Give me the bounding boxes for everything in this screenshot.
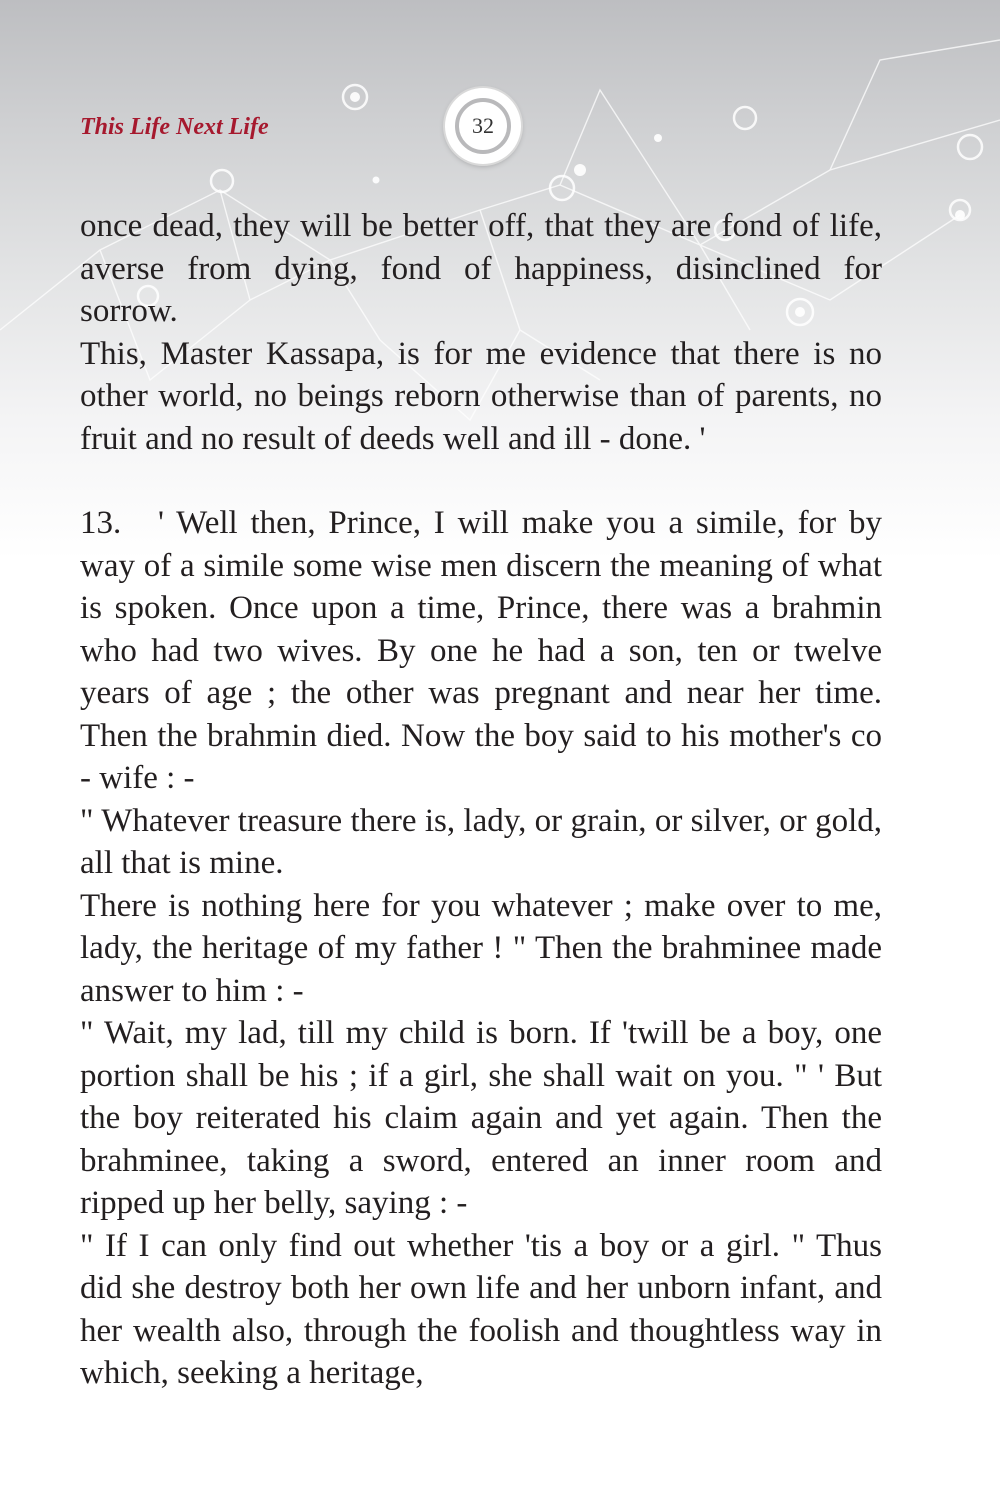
paragraph: " If I can only find out whether 'tis a boy or a girl. " Thus did she destroy both her own life and her unborn infant, and her wealth also, through the foolish and thoughtless way in which, seeking a heritage, [80,1227,882,1391]
paragraph: " Wait, my lad, till my child is born. If 'twill be a boy, one portion shall be his ; if a girl, she shall wait on you. " ' But the boy reiterated his claim again and yet again. Then the brahminee, taking a sword, entered an inner room and ripped up her belly, saying : - [80,1015,882,1221]
paragraph-numbered [80,502,882,800]
paragraph: " Whatever treasure there is, lady, or grain, or silver, or gold, all that is mine. [80,802,882,881]
paragraph-text: ' Well then, Prince, I will make you a simile, for by way of a simile some wise men discern the meaning of what is spoken. Once upon a time, Prince, there was a brahmin who had two wives. By one he had a son, ten or twelve years of age ; the other was pregnant and near her time. Then the brahmin died. Now the boy said to his mother's co - wife : - [80,505,882,796]
body-text [80,205,882,1395]
paragraph: There is nothing here for you whatever ; make over to me, lady, the heritage of my father ! " Then the brahminee made answer to him : - [80,887,882,1009]
page-number-badge [445,88,521,164]
paragraph: once dead, they will be better off, that they are fond of life, averse from dying, fond of happiness, disinclined for sorrow. [80,208,882,329]
paragraph-gap [80,460,882,502]
page-number: 32 [472,113,494,138]
paragraph: This, Master Kassapa, is for me evidence that there is no other world, no beings reborn otherwise than of parents, no fruit and no result of deeds well and ill - done. ' [80,335,882,457]
running-title: This Life Next Life [80,114,269,140]
paragraph-number: 13. [80,505,122,541]
